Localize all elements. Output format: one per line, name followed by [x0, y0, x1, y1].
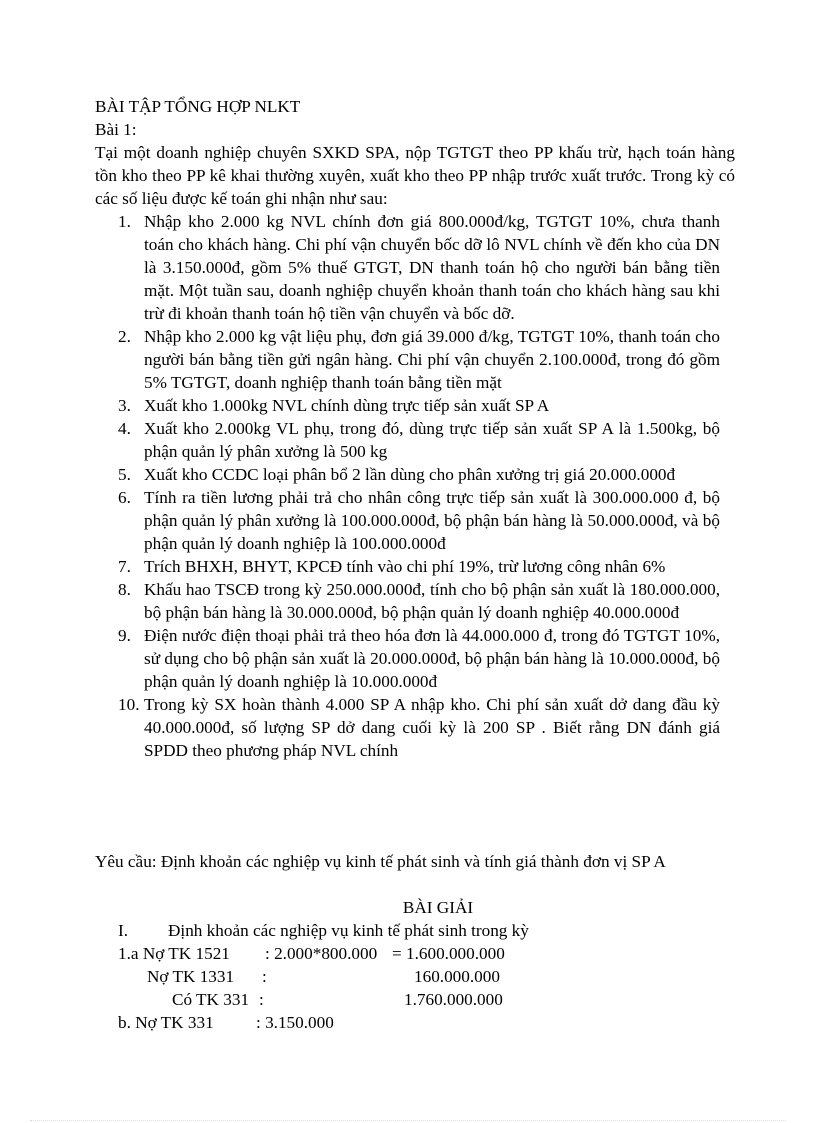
- entry-1b-colon: :: [262, 967, 267, 986]
- list-item: [118, 486, 720, 555]
- list-item-text: Tính ra tiền lương phải trả cho nhân công trực tiếp sản xuất là 300.000.000 đ, bộ phận quản lý phân xưởng là 100.000.000đ, bộ phận bán hàng là 50.000.000đ, và bộ phận quản lý doanh nghiệp là 100.000.000đ: [144, 488, 720, 553]
- list-item: [118, 325, 720, 394]
- list-item-number: 1.: [118, 212, 131, 231]
- entry-1c-label: Có TK 331: [172, 990, 250, 1009]
- list-item-text: Nhập kho 2.000 kg vật liệu phụ, đơn giá 39.000 đ/kg, TGTGT 10%, thanh toán cho người bán bằng tiền gửi ngân hàng. Chi phí vận chuyển 2.100.000đ, trong đó gồm 5% TGTGT, doanh nghiệp thanh toán bằng tiền mặt: [144, 327, 720, 392]
- entry-b-value: : 3.150.000: [256, 1013, 334, 1032]
- list-item: [118, 463, 720, 486]
- exercise-intro: Tại một doanh nghiệp chuyên SXKD SPA, nộp TGTGT theo PP khấu trừ, hạch toán hàng tồn kho theo PP kê khai thường xuyên, xuất kho theo PP nhập trước xuất trước. Trong kỳ có các số liệu được kế toán ghi nhận như sau:: [95, 143, 735, 208]
- entry-b-label: b. Nợ TK 331: [118, 1013, 214, 1032]
- entry-1c-colon: :: [259, 990, 264, 1009]
- list-item-text: Xuất kho 1.000kg NVL chính dùng trực tiếp sản xuất SP A: [144, 396, 550, 415]
- list-item-number: 2.: [118, 327, 131, 346]
- list-item: [118, 578, 720, 624]
- list-item-text: Trích BHXH, BHYT, KPCĐ tính vào chi phí 19%, trừ lương công nhân 6%: [144, 557, 666, 576]
- list-item-text: Khấu hao TSCĐ trong kỳ 250.000.000đ, tính cho bộ phận sản xuất là 180.000.000, bộ phận bán hàng là 30.000.000đ, bộ phận quản lý doanh nghiệp 40.000.000đ: [144, 580, 720, 622]
- list-item: [118, 394, 720, 417]
- list-item-number: 4.: [118, 419, 131, 438]
- list-item: [118, 693, 720, 762]
- list-item-text: Trong kỳ SX hoàn thành 4.000 SP A nhập kho. Chi phí sản xuất dở dang đầu kỳ 40.000.000đ, số lượng SP dở dang cuối kỳ là 200 SP . Biết rằng DN đánh giá SPDD theo phương pháp NVL chính: [144, 695, 720, 760]
- entry-1b-label: Nợ TK 1331: [147, 967, 235, 986]
- solution-heading: BÀI GIẢI: [402, 898, 474, 917]
- list-item-number: 3.: [118, 396, 131, 415]
- list-item-number: 9.: [118, 626, 131, 645]
- list-item: [118, 555, 720, 578]
- entry-1a-label: 1.a Nợ TK 1521: [118, 944, 230, 963]
- list-item-text: Điện nước điện thoại phải trả theo hóa đơn là 44.000.000 đ, trong đó TGTGT 10%, sử dụng cho bộ phận sản xuất là 20.000.000đ, bộ phận bán hàng là 10.000.000đ, bộ phận quản lý doanh nghiệp là 10.000.000đ: [144, 626, 720, 691]
- list-item-number: 6.: [118, 488, 131, 507]
- requirement-text: Yêu cầu: Định khoản các nghiệp vụ kinh tế phát sinh và tính giá thành đơn vị SP A: [95, 852, 666, 871]
- list-item: [118, 210, 720, 325]
- exercise-label: Bài 1:: [95, 120, 137, 139]
- entry-1a-value: = 1.600.000.000: [392, 944, 505, 963]
- list-item-number: 10.: [118, 695, 140, 714]
- page-bottom-divider: [30, 1120, 786, 1121]
- list-item: [118, 624, 720, 693]
- list-item-text: Xuất kho CCDC loại phân bổ 2 lần dùng cho phân xưởng trị giá 20.000.000đ: [144, 465, 676, 484]
- list-item-text: Nhập kho 2.000 kg NVL chính đơn giá 800.000đ/kg, TGTGT 10%, chưa thanh toán cho khách hàng. Chi phí vận chuyển bốc dỡ lô NVL chính về đến kho của DN là 3.150.000đ, gồm 5% thuế GTGT, DN thanh toán hộ cho người bán bằng tiền mặt. Một tuần sau, doanh nghiệp chuyển khoản thanh toán cho khách hàng sau khi trừ đi khoản thanh toán hộ tiền vận chuyển và bốc dỡ.: [144, 212, 720, 323]
- section-title: Định khoản các nghiệp vụ kinh tế phát sinh trong kỳ: [168, 921, 529, 940]
- section-number: I.: [118, 921, 129, 940]
- list-item-text: Xuất kho 2.000kg VL phụ, trong đó, dùng trực tiếp sản xuất SP A là 1.500kg, bộ phận quản lý phân xưởng là 500 kg: [144, 419, 720, 461]
- list-item-number: 5.: [118, 465, 131, 484]
- entry-1b-value: 160.000.000: [414, 967, 500, 986]
- entry-1a-formula: : 2.000*800.000: [265, 944, 378, 963]
- list-item-number: 7.: [118, 557, 131, 576]
- list-item-number: 8.: [118, 580, 131, 599]
- list-item: [118, 417, 720, 463]
- transaction-list: [118, 210, 720, 762]
- entry-1c-value: 1.760.000.000: [404, 990, 503, 1009]
- document-title: BÀI TẬP TỔNG HỢP NLKT: [95, 97, 301, 116]
